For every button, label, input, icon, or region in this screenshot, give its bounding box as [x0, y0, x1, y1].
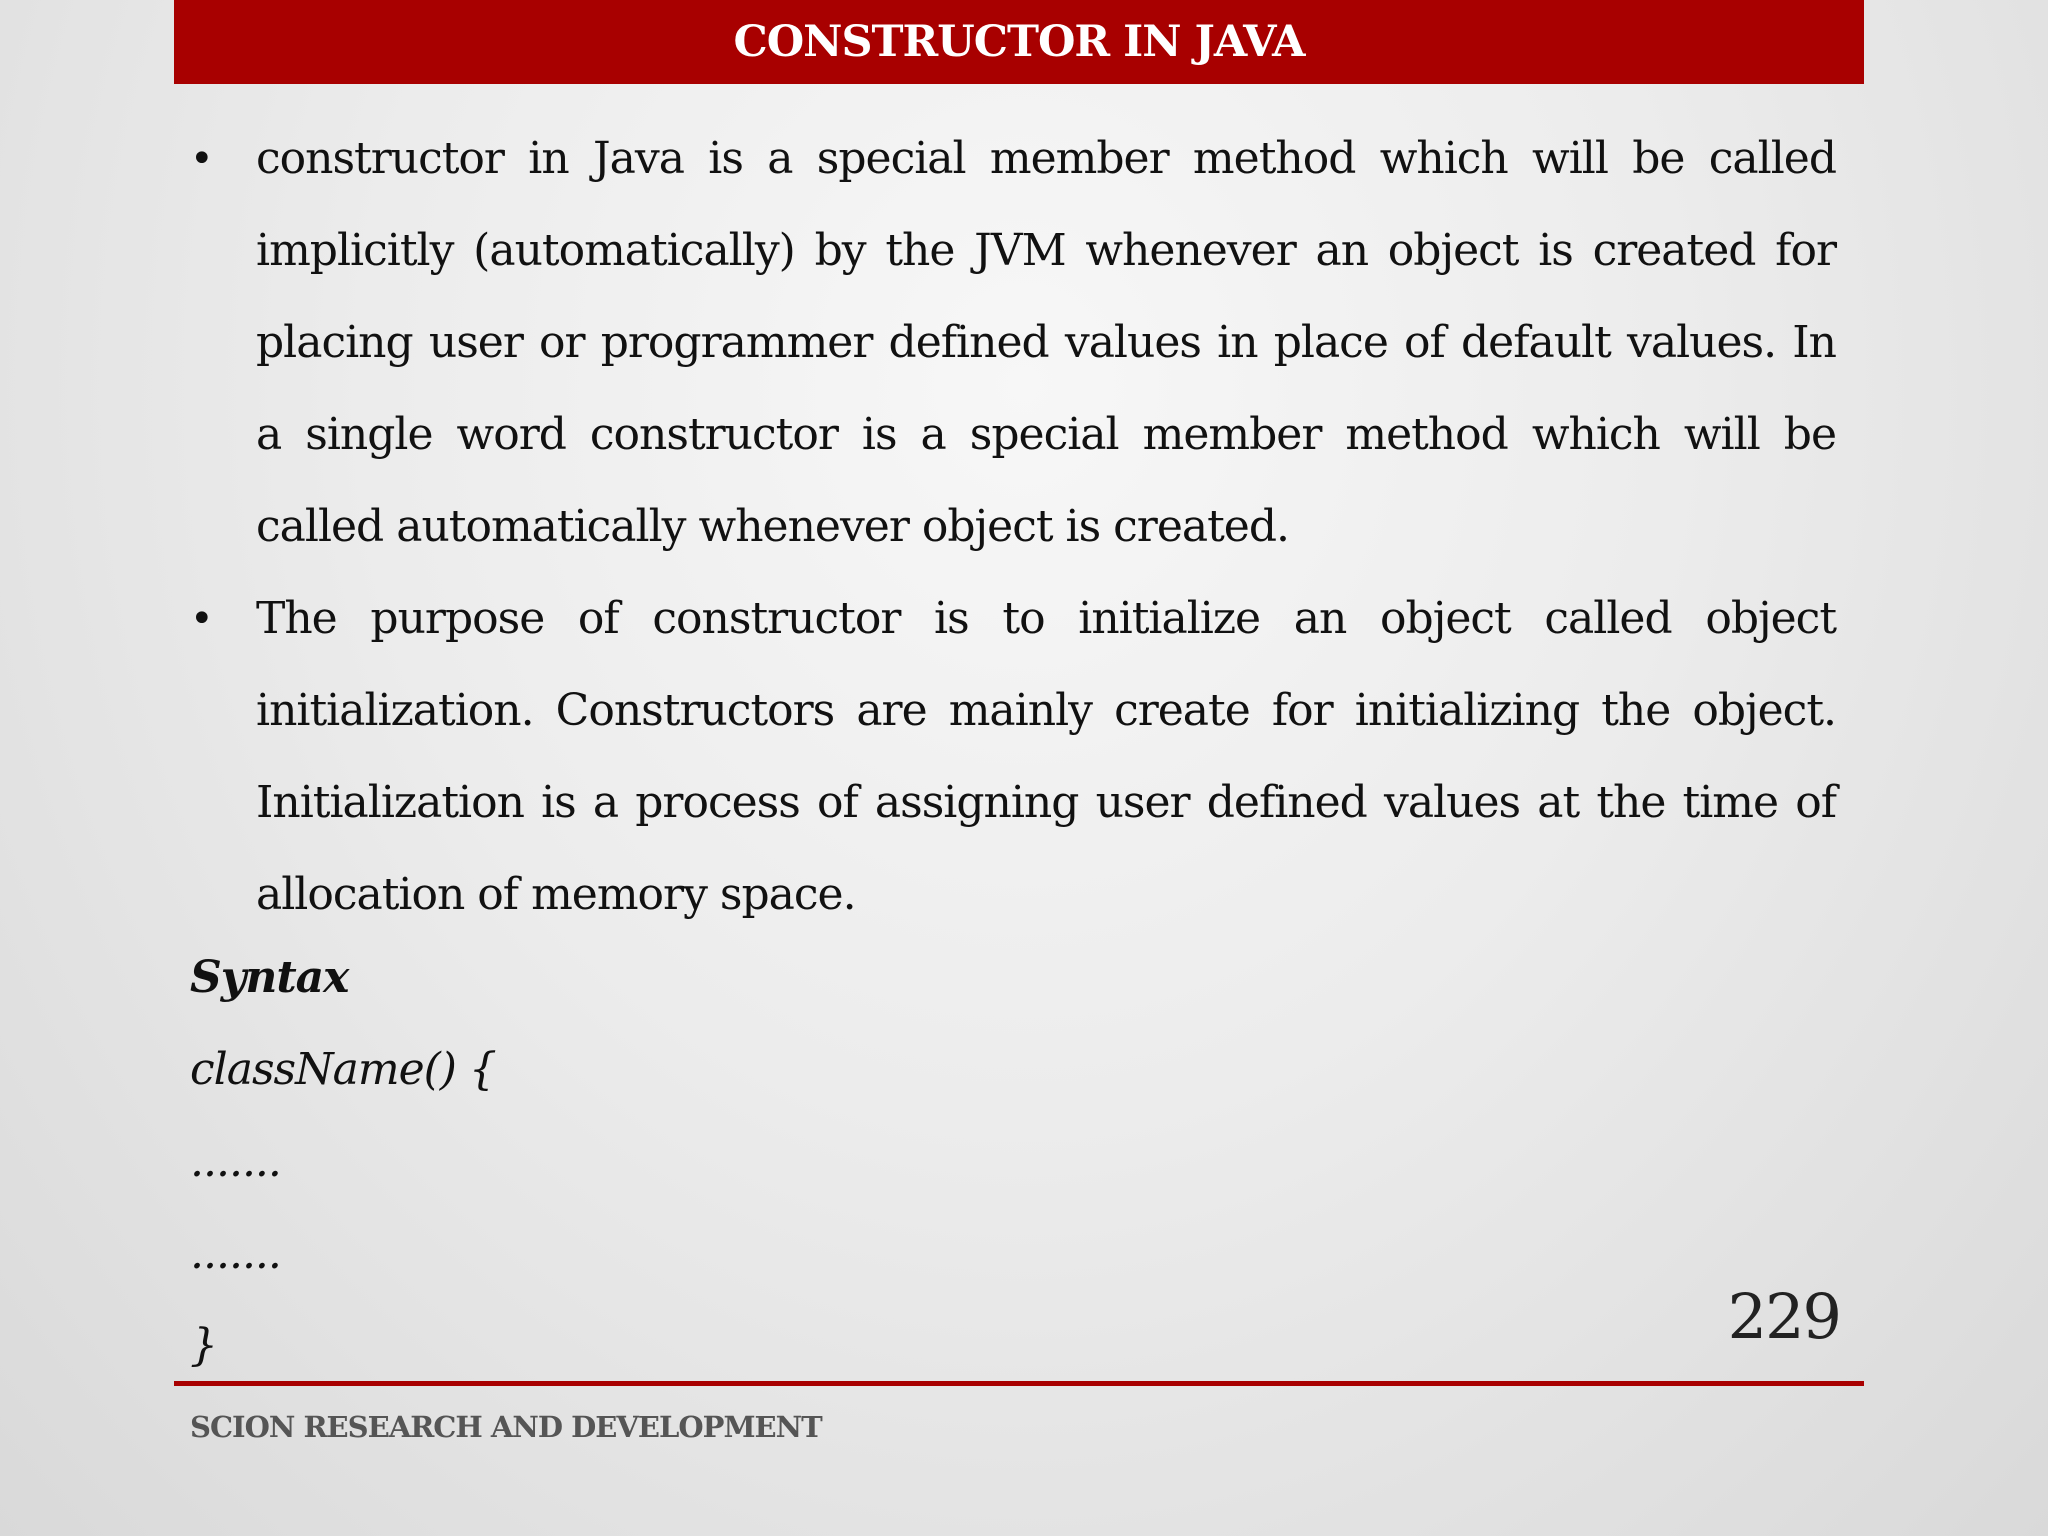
syntax-block [190, 932, 496, 1392]
syntax-heading: Syntax [190, 952, 349, 1003]
bullet-text: The purpose of constructor is to initialize an object called object initialization. Constructors are mainly create for initializing the object. Initialization is a process of assigning user defined values at the time of allocation of memory space. [256, 593, 1836, 920]
slide-title: CONSTRUCTOR IN JAVA [733, 17, 1305, 67]
bullet-item [190, 113, 1836, 573]
bullet-text: constructor in Java is a special member method which will be called implicitly (automatically) by the JVM whenever an object is created for placing user or programmer defined values in place of default values. In a single word constructor is a special member method which will be called automatically whenever object is created. [256, 133, 1836, 552]
page-number: 229 [1727, 1280, 1840, 1353]
syntax-code-line: className() { [190, 1044, 496, 1095]
footer-text: SCION RESEARCH AND DEVELOPMENT [190, 1410, 822, 1444]
bullet-item [190, 573, 1836, 941]
title-bar [174, 0, 1864, 84]
bullet-icon: • [190, 136, 213, 182]
syntax-code-line: } [190, 1320, 217, 1371]
bullet-icon: • [190, 596, 213, 642]
footer-divider [174, 1381, 1864, 1386]
syntax-code-line: ....... [190, 1228, 281, 1279]
bullet-list [190, 113, 1840, 941]
syntax-code-line: ....... [190, 1136, 281, 1187]
